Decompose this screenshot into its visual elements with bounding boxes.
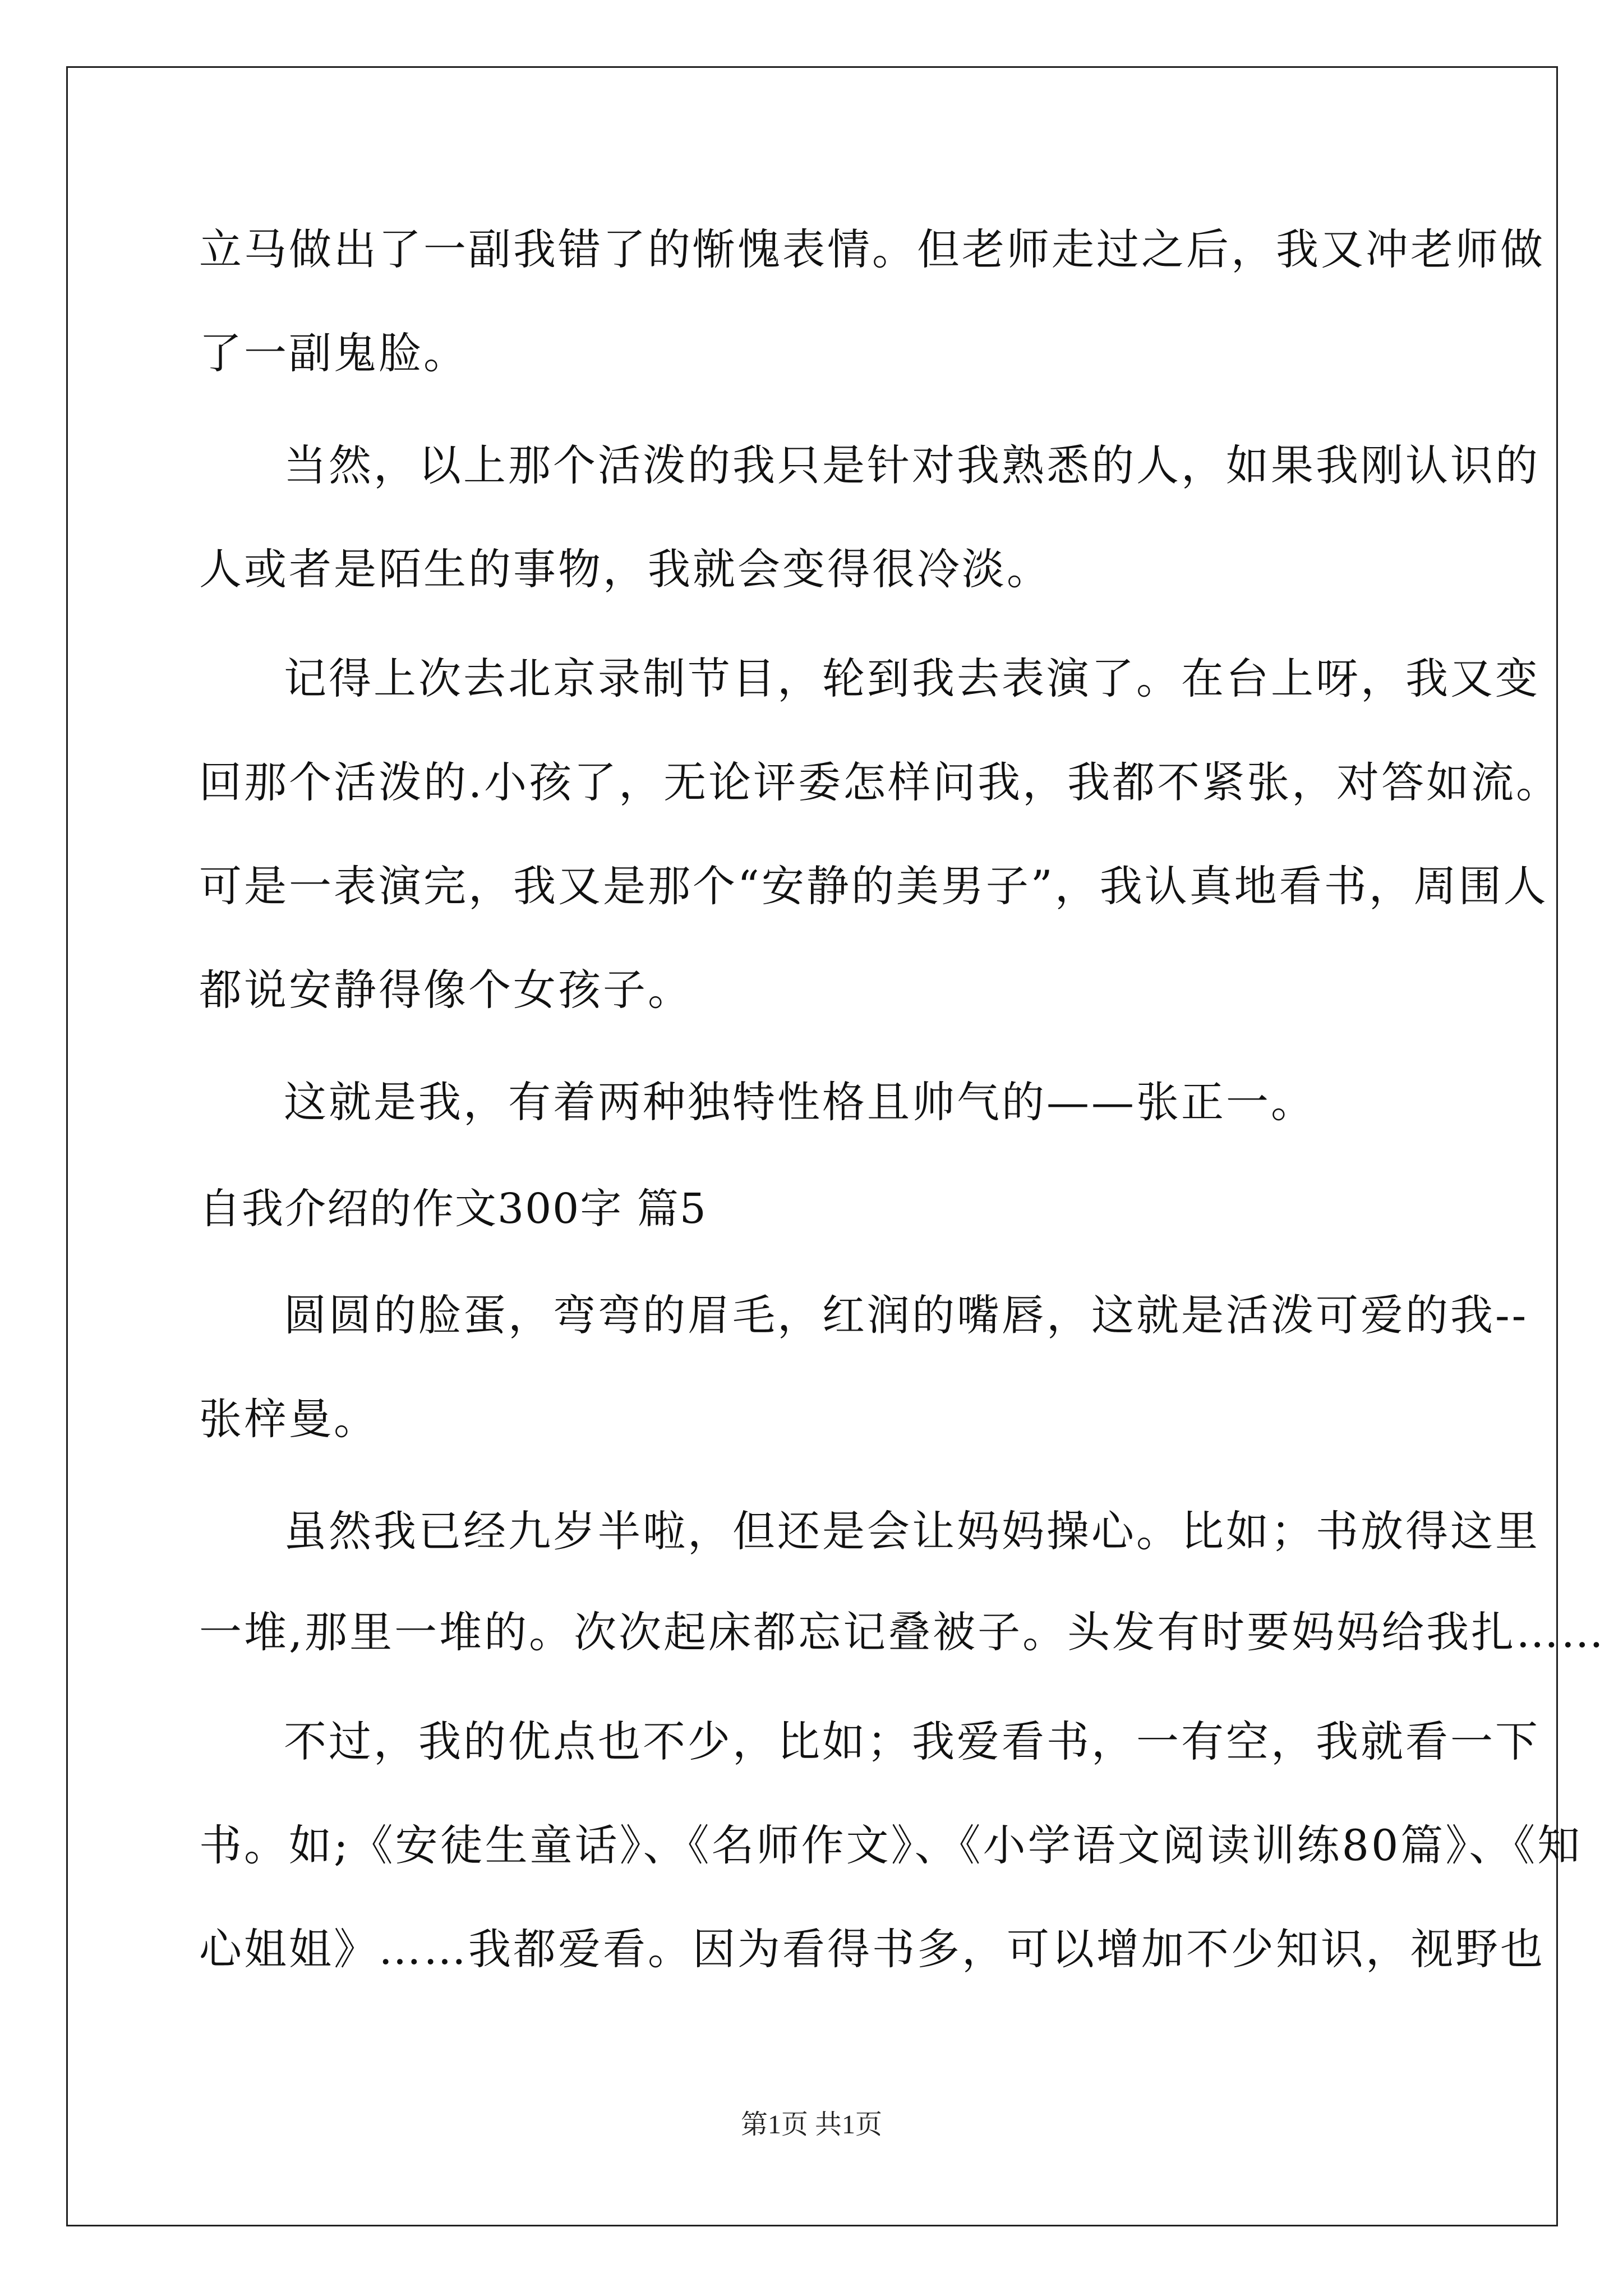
text-line: 当然，以上那个活泼的我只是针对我熟悉的人，如果我刚认识的: [284, 440, 1540, 490]
text-line: 了一副鬼脸。: [199, 328, 468, 378]
text-line: 张梓曼。: [199, 1394, 379, 1444]
text-line: 都说安静得像个女孩子。: [199, 965, 693, 1015]
text-line: 不过，我的优点也不少，比如；我爱看书，一有空，我就看一下: [284, 1717, 1540, 1766]
text-line: 人或者是陌生的事物，我就会变得很冷淡。: [199, 544, 1052, 594]
text-line: 回那个活泼的.小孩了，无论评委怎样问我，我都不紧张，对答如流。: [199, 757, 1561, 807]
text-line: 记得上次去北京录制节目，轮到我去表演了。在台上呀，我又变: [284, 654, 1540, 703]
text-line: 圆圆的脸蛋，弯弯的眉毛，红润的嘴唇，这就是活泼可爱的我--: [284, 1290, 1529, 1340]
page-footer: 第1页 共1页: [740, 2110, 882, 2139]
text-line: 书。如;《安徒生童话》、《名师作文》、《小学语文阅读训练80篇》、《知: [199, 1820, 1583, 1870]
text-line: 虽然我已经九岁半啦，但还是会让妈妈操心。比如；书放得这里: [284, 1506, 1540, 1556]
section-heading: 自我介绍的作文300字 篇5: [199, 1185, 707, 1233]
text-line: 立马做出了一副我错了的惭愧表情。但老师走过之后，我又冲老师做: [199, 224, 1545, 274]
text-line: 心姐姐》……我都爱看。因为看得书多，可以增加不少知识，视野也: [199, 1924, 1545, 1974]
page-border: [66, 66, 1606, 2226]
text-line: 可是一表演完，我又是那个“安静的美男子”，我认真地看书，周围人: [199, 861, 1548, 911]
text-line: 一堆,那里一堆的。次次起床都忘记叠被子。头发有时要妈妈给我扎……: [199, 1607, 1606, 1657]
text-line: 这就是我，有着两种独特性格且帅气的——张正一。: [284, 1077, 1316, 1127]
